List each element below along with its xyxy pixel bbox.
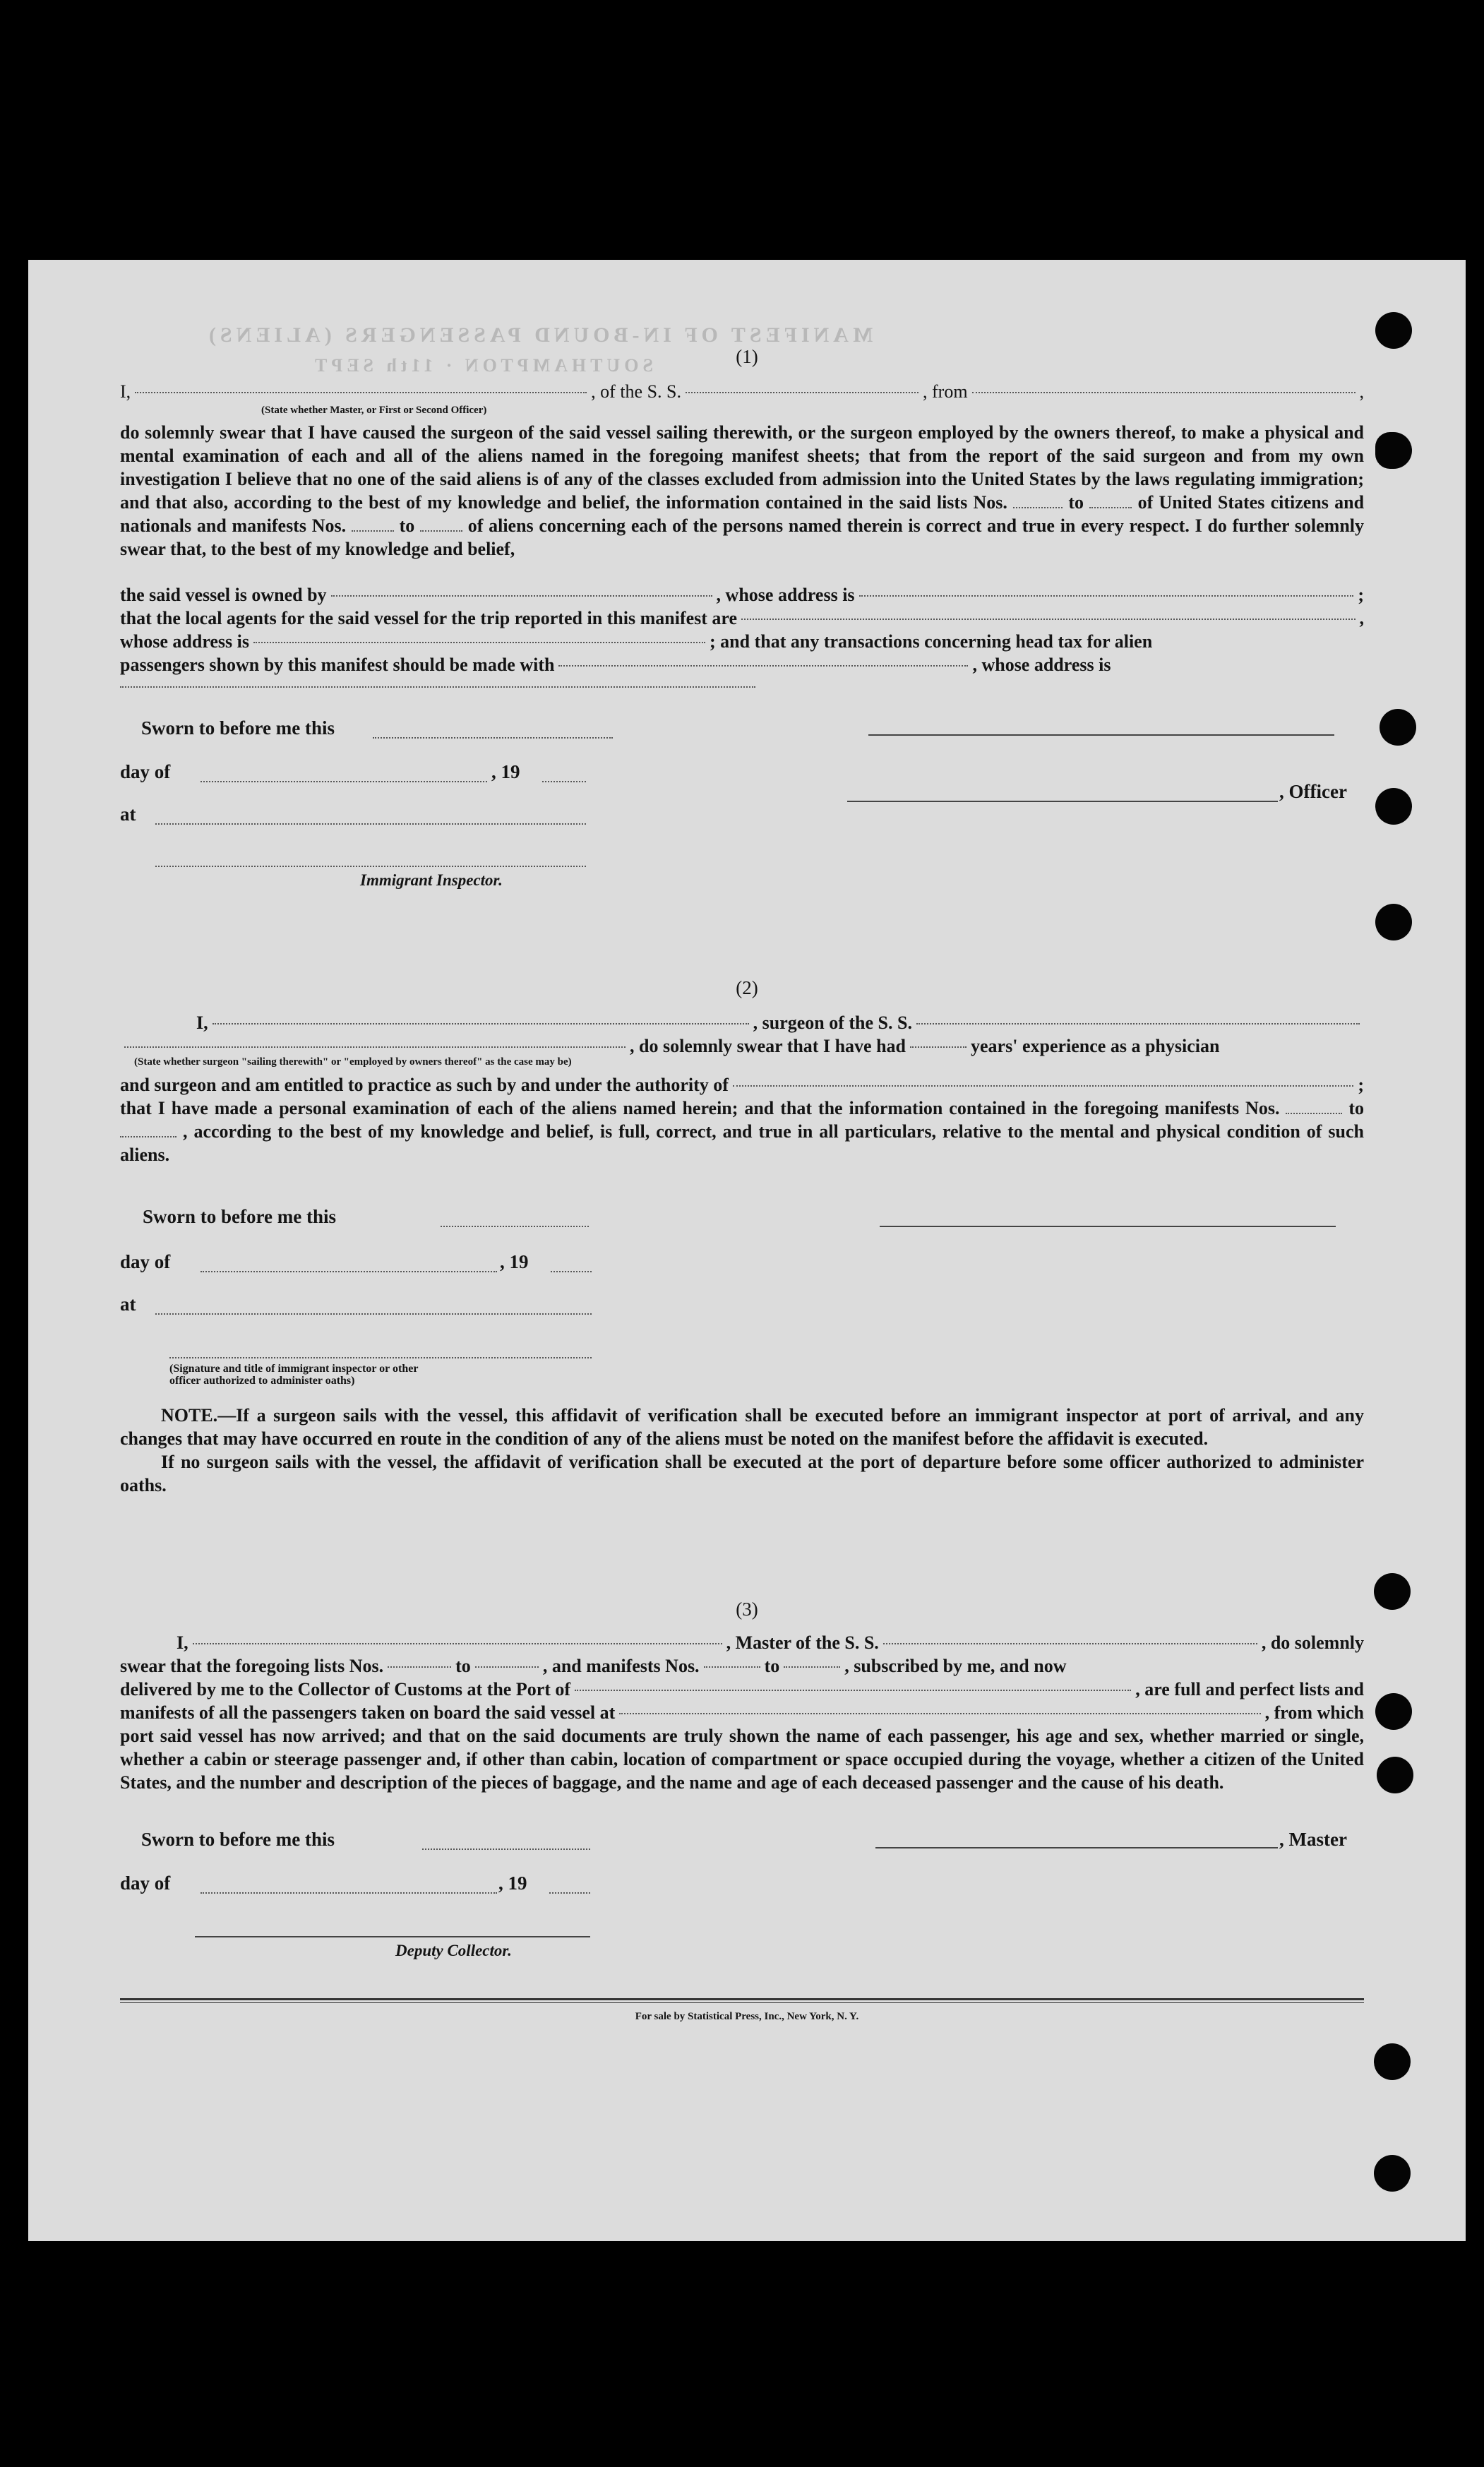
label-do-solemnly: , do solemnly <box>1261 1632 1364 1653</box>
label-surgeon-of-ss: , surgeon of the S. S. <box>753 1013 912 1033</box>
note-paragraph <box>120 1404 1364 1450</box>
note-label: NOTE. <box>161 1405 218 1426</box>
punch-hole <box>1375 788 1412 825</box>
label-day-of: day of <box>120 1872 171 1894</box>
label-to: to <box>1068 492 1084 513</box>
blank-manifest-to[interactable] <box>784 1666 840 1668</box>
port-line <box>120 1678 1364 1701</box>
punch-hole <box>1374 1573 1411 1610</box>
oath-line <box>120 380 1364 403</box>
blank-officer-name[interactable] <box>135 392 587 393</box>
surgeon-line <box>120 1011 1364 1034</box>
label-to: to <box>399 515 415 536</box>
blank-port[interactable] <box>575 1690 1131 1691</box>
label-sworn: Sworn to before me this <box>141 717 335 739</box>
section-number: (1) <box>736 346 758 367</box>
label-immigrant-inspector: Immigrant Inspector. <box>360 871 503 889</box>
blank-surgeon-name[interactable] <box>213 1023 749 1025</box>
blank-vessel-name[interactable] <box>883 1643 1257 1644</box>
blank-years[interactable] <box>910 1046 967 1048</box>
master-line <box>120 1631 1364 1654</box>
label-day-of: day of <box>120 1251 171 1272</box>
blank-day-month[interactable] <box>201 1271 497 1272</box>
punch-hole <box>1380 709 1416 746</box>
oath-text: of aliens concerning each of the persons named therein is correct and true in every respect. I do further solemnly swear that, to the best of my knowledge and belief, <box>120 515 1365 559</box>
label-whose-address: , whose address is <box>972 655 1111 675</box>
label-at: at <box>120 1294 136 1315</box>
label-and-manifests: , and manifests Nos. <box>542 1656 700 1676</box>
surgeon-text: , according to the best of my knowledge and belief, is full, correct, and true in all particulars, relative to the mental and physical condition of such aliens. <box>120 1121 1365 1165</box>
blank-day-month[interactable] <box>201 1892 497 1894</box>
blank-sworn-date[interactable] <box>422 1848 590 1850</box>
label-i: I, <box>176 1632 189 1653</box>
punch-hole <box>1375 432 1412 469</box>
blank-head-tax-address[interactable] <box>120 686 755 688</box>
label-head-tax: ; and that any transactions concerning head tax for alien <box>710 631 1153 652</box>
signature-line-master[interactable] <box>875 1847 1278 1848</box>
caption-surgeon-type: (State whether surgeon "sailing therewith" or "employed by owners thereof" as the case may be) <box>134 1056 572 1068</box>
punch-hole <box>1377 1757 1413 1793</box>
punch-hole <box>1375 1693 1412 1730</box>
footer-rule <box>120 2002 1364 2003</box>
label-deputy-collector: Deputy Collector. <box>395 1942 512 1959</box>
label-at: at <box>120 804 136 825</box>
blank-vessel-name[interactable] <box>686 392 918 393</box>
surgeon-paragraph <box>120 1097 1364 1166</box>
bleed-through-text: SOUTHAMPTON · 11th SEPT <box>311 355 653 376</box>
punch-hole <box>1375 904 1412 940</box>
blank-vessel-name[interactable] <box>916 1023 1360 1025</box>
label-authority: and surgeon and am entitled to practice as such by and under the authority of <box>120 1075 729 1095</box>
blank-sworn-date[interactable] <box>441 1226 589 1227</box>
blank-manifest-from[interactable] <box>1286 1113 1342 1114</box>
footer-rule <box>120 1998 1364 2000</box>
blank-surgeon-type[interactable] <box>124 1046 626 1048</box>
label-whose-address: whose address is <box>120 631 250 652</box>
label-comma: , <box>1359 381 1364 402</box>
punch-hole <box>1374 2155 1411 2192</box>
blank-owner[interactable] <box>331 595 712 597</box>
label-to: to <box>455 1656 471 1676</box>
blank-agents-address[interactable] <box>253 642 705 643</box>
label-owned-by: the said vessel is owned by <box>120 585 327 605</box>
blank-master-name[interactable] <box>193 1643 722 1644</box>
signature-line-deputy[interactable] <box>195 1936 590 1937</box>
note-paragraph-2 <box>120 1450 1364 1497</box>
oath-paragraph <box>120 421 1364 561</box>
manifest-form-page <box>28 260 1466 2241</box>
surgeon-text: that I have made a personal examination of each of the aliens named herein; and that the information contained in the foregoing manifests Nos. <box>120 1098 1280 1118</box>
lists-line <box>120 1654 1364 1678</box>
label-full: , are full and perfect lists and <box>1135 1679 1364 1700</box>
head-tax-line <box>120 653 1364 676</box>
label-swear: , do solemnly swear that I have had <box>630 1036 906 1056</box>
blank-year[interactable] <box>542 781 586 782</box>
boarded-line <box>120 1701 1364 1724</box>
signature-line-officer[interactable] <box>868 734 1334 736</box>
section-number: (3) <box>736 1599 758 1620</box>
label-swear-lists: swear that the foregoing lists Nos. <box>120 1656 384 1676</box>
blank-year[interactable] <box>549 1892 590 1894</box>
signature-line-inspector[interactable] <box>169 1357 592 1358</box>
label-to: to <box>764 1656 780 1676</box>
section-number: (2) <box>736 977 758 998</box>
label-semicolon: ; <box>1358 1075 1364 1095</box>
blank-manifest-to[interactable] <box>120 1136 176 1137</box>
agents-address-line <box>120 630 1364 653</box>
label-of-ss: , of the S. S. <box>591 381 682 402</box>
blank-authority[interactable] <box>733 1085 1353 1087</box>
bleed-through-text: MANIFEST OF IN-BOUND PASSENGERS (ALIENS) <box>205 323 873 347</box>
blank-at-place[interactable] <box>155 823 586 825</box>
experience-line <box>120 1034 1364 1058</box>
oath-text: of United States citizens and nationals and manifests Nos. <box>120 492 1365 536</box>
label-delivered: delivered by me to the Collector of Customs at the Port of <box>120 1679 571 1700</box>
label-whose-address: , whose address is <box>716 585 855 605</box>
blank-head-tax-contact[interactable] <box>558 665 968 667</box>
punch-hole <box>1374 2043 1411 2080</box>
label-sworn: Sworn to before me this <box>141 1829 335 1850</box>
blank-year[interactable] <box>551 1271 592 1272</box>
signature-line-inspector[interactable] <box>155 866 586 867</box>
blank-manifest-to[interactable] <box>420 530 462 532</box>
blank-manifest-from[interactable] <box>352 530 394 532</box>
blank-day-month[interactable] <box>201 781 487 782</box>
label-agents: that the local agents for the said vessel for the trip reported in this manifest are <box>120 608 738 628</box>
punch-hole <box>1375 312 1412 349</box>
blank-port-from[interactable] <box>972 392 1356 393</box>
blank-boarding-port[interactable] <box>619 1713 1260 1714</box>
label-officer: , Officer <box>1279 781 1347 802</box>
label-to: to <box>1348 1098 1364 1118</box>
caption-signature-title: (Signature and title of immigrant inspector or other officer authorized to administer oaths) <box>169 1363 419 1387</box>
signature-line-surgeon[interactable] <box>880 1226 1336 1227</box>
signature-line-officer-title[interactable] <box>847 801 1278 802</box>
blank-list-from[interactable] <box>1013 507 1063 508</box>
label-master-of-ss: , Master of the S. S. <box>726 1632 879 1653</box>
label-i: I, <box>196 1013 208 1033</box>
label-i: I, <box>120 381 131 402</box>
label-subscribed: , subscribed by me, and now <box>844 1656 1067 1676</box>
label-from-which: , from which <box>1264 1702 1364 1723</box>
label-day-of: day of <box>120 761 171 782</box>
note-text: If no surgeon sails with the vessel, the affidavit of verification shall be executed at the port of departure before some officer authorized to administer oaths. <box>120 1452 1364 1495</box>
blank-manifest-from[interactable] <box>704 1666 760 1668</box>
agents-line: that the local agents for the said vessel for the trip reported in this manifest are , <box>120 608 1364 628</box>
label-year: , 19 <box>498 1872 527 1894</box>
master-paragraph: port said vessel has now arrived; and that on the said documents are truly shown the name of each passenger, his age and sex, whether married or single, whether a cabin or steerage passenger and, if other than cabin, location of compartment or space occupied during the voyage, whether a citizen of the United States, and the number and description of the pieces of baggage, and the name and age of each deceased passenger and the cause of his death. <box>120 1726 1364 1793</box>
blank-sworn-date[interactable] <box>373 737 613 739</box>
blank-list-to[interactable] <box>1089 507 1132 508</box>
oath-text: do solemnly swear that I have caused the surgeon of the said vessel sailing therewith, or the surgeon employed by the owners thereof, to make a physical and mental examination of each and all of the aliens named in the foregoing manifest sheets; that from the report of the said surgeon and from my own investigation I believe that no one of the said aliens is of any of the classes excluded from admission into the United States by the laws regulating immigration; and that also, according to the best of my knowledge and belief, the information contained in the said lists Nos. <box>120 422 1364 513</box>
authority-line <box>120 1073 1364 1097</box>
label-passengers: passengers shown by this manifest should be made with <box>120 655 555 675</box>
blank-at-place[interactable] <box>155 1313 592 1315</box>
note-text: —If a surgeon sails with the vessel, this affidavit of verification shall be executed before an immigrant inspector at port of arrival, and any changes that may have occurred en route in the condition of any of the aliens must be noted on the manifest before the affidavit is executed. <box>120 1405 1364 1449</box>
label-from: , from <box>923 381 968 402</box>
caption-officer-type: (State whether Master, or First or Second Officer) <box>261 405 487 416</box>
blank-list-from[interactable] <box>388 1666 451 1668</box>
label-sworn: Sworn to before me this <box>143 1206 336 1227</box>
label-year: , 19 <box>500 1251 529 1272</box>
blank-owner-address[interactable] <box>859 595 1354 597</box>
blank-agents[interactable] <box>741 619 1355 620</box>
owner-line: the said vessel is owned by , whose address is ; <box>120 585 1364 605</box>
label-manifests-all: manifests of all the passengers taken on board the said vessel at <box>120 1702 616 1723</box>
label-year: , 19 <box>491 761 520 782</box>
label-master: , Master <box>1279 1829 1347 1850</box>
printer-imprint: For sale by Statistical Press, Inc., New York, N. Y. <box>635 2011 859 2022</box>
label-years: years' experience as a physician <box>971 1036 1220 1056</box>
blank-list-to[interactable] <box>475 1666 539 1668</box>
